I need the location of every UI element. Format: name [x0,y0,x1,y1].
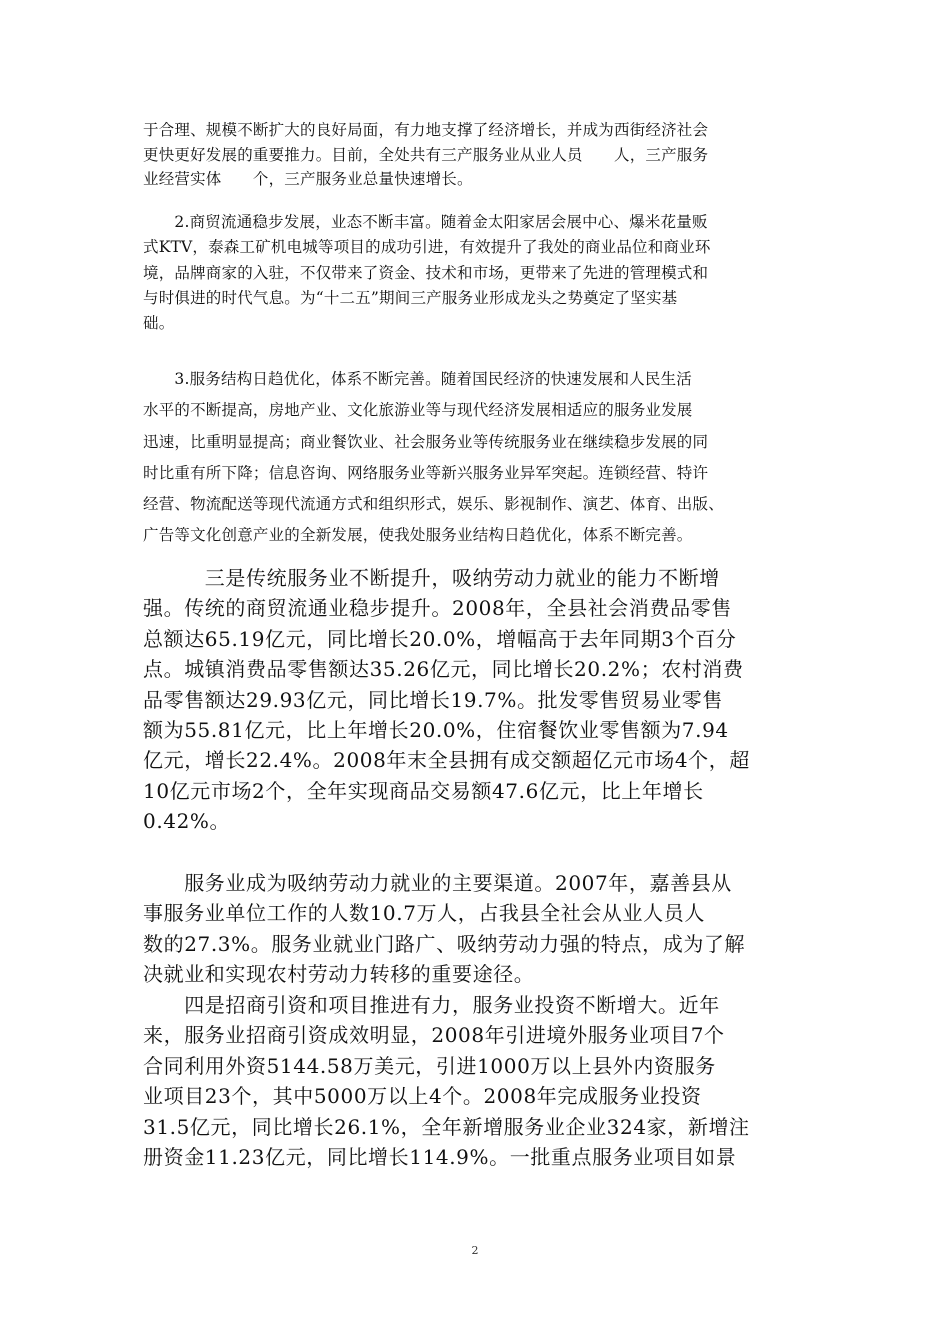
text-line: 广告等文化创意产业的全新发展，使我处服务业结构日趋优化，体系不断完善。 [143,526,693,545]
text-line: 经营、物流配送等现代流通方式和组织形式，娱乐、影视制作、演艺、体育、出版、 [143,495,724,514]
paragraph-traditional-services [143,563,809,837]
text-line: 迅速，比重明显提高；商业餐饮业、社会服务业等传统服务业在继续稳步发展的同 [143,432,709,451]
text-line: 3.服务结构日趋优化，体系不断完善。随着国民经济的快速发展和人民生活 [143,370,692,388]
text-line: 础。 [143,314,175,333]
text-line: 强。传统的商贸流通业稳步提升。2008年，全县社会消费品零售 [143,596,732,621]
text-line: 事服务业单位工作的人数10.7万人，占我县全社会从业人员人 [143,901,705,926]
text-line: 合同利用外资5144.58万美元，引进1000万以上县外内资服务 [143,1053,716,1078]
text-line: 决就业和实现农村劳动力转移的重要途径。 [143,962,535,987]
paragraph-commerce-circulation [143,210,809,336]
text-line: 更快更好发展的重要推力。目前，全处共有三产服务业从业人员 人，三产服务 [143,145,709,164]
text-line: 三是传统服务业不断提升，吸纳劳动力就业的能力不断增 [143,566,720,590]
paragraph-investment-projects [143,990,809,1172]
text-line: 与时俱进的时代气息。为“十二五”期间三产服务业形成龙头之势奠定了坚实基 [143,288,678,307]
text-line: 业经营实体 个，三产服务业总量快速增长。 [143,170,473,188]
text-line: 2.商贸流通稳步发展，业态不断丰富。随着金太阳家居会展中心、爆米花量贩 [143,213,708,231]
text-line: 于合理、规模不断扩大的良好局面，有力地支撑了经济增长，并成为西街经济社会 [143,121,709,139]
text-line: 境，品牌商家的入驻，不仅带来了资金、技术和市场，更带来了先进的管理模式和 [143,263,709,282]
text-line: 31.5亿元，同比增长26.1%，全年新增服务业企业324家，新增注 [143,1114,750,1139]
text-line: 式KTV，泰森工矿机电城等项目的成功引进，有效提升了我处的商业品位和商业环 [143,238,711,257]
text-line: 点。城镇消费品零售额达35.26亿元，同比增长20.2%；农村消费 [143,657,744,682]
text-line: 水平的不断提高，房地产业、文化旅游业等与现代经济发展相适应的服务业发展 [143,401,693,420]
text-line: 册资金11.23亿元，同比增长114.9%。一批重点服务业项目如景 [143,1145,737,1170]
page-number: 2 [471,1244,479,1257]
paragraph-service-scale [143,118,809,192]
text-line: 来，服务业招商引资成效明显，2008年引进境外服务业项目7个 [143,1023,725,1048]
text-line: 数的27.3%。服务业就业门路广、吸纳劳动力强的特点，成为了解 [143,931,746,956]
text-line: 四是招商引资和项目推进有力，服务业投资不断增大。近年 [143,993,720,1017]
text-line: 品零售额达29.93亿元，同比增长19.7%。批发零售贸易业零售 [143,687,723,712]
text-line: 时比重有所下降；信息咨询、网络服务业等新兴服务业异军突起。连锁经营、特许 [143,463,709,482]
paragraph-service-structure [143,364,809,552]
text-line: 额为55.81亿元，比上年增长20.0%，住宿餐饮业零售额为7.94 [143,718,729,743]
text-line: 总额达65.19亿元，同比增长20.0%，增幅高于去年同期3个百分 [143,626,737,651]
text-line: 0.42%。 [143,809,231,834]
text-line: 服务业成为吸纳劳动力就业的主要渠道。2007年，嘉善县从 [143,871,732,895]
text-line: 亿元，增长22.4%。2008年末全县拥有成交额超亿元市场4个，超 [143,748,750,773]
text-line: 业项目23个，其中5000万以上4个。2008年完成服务业投资 [143,1084,702,1109]
text-line: 10亿元市场2个，全年实现商品交易额47.6亿元，比上年增长 [143,778,704,803]
paragraph-employment-channel [143,868,809,990]
